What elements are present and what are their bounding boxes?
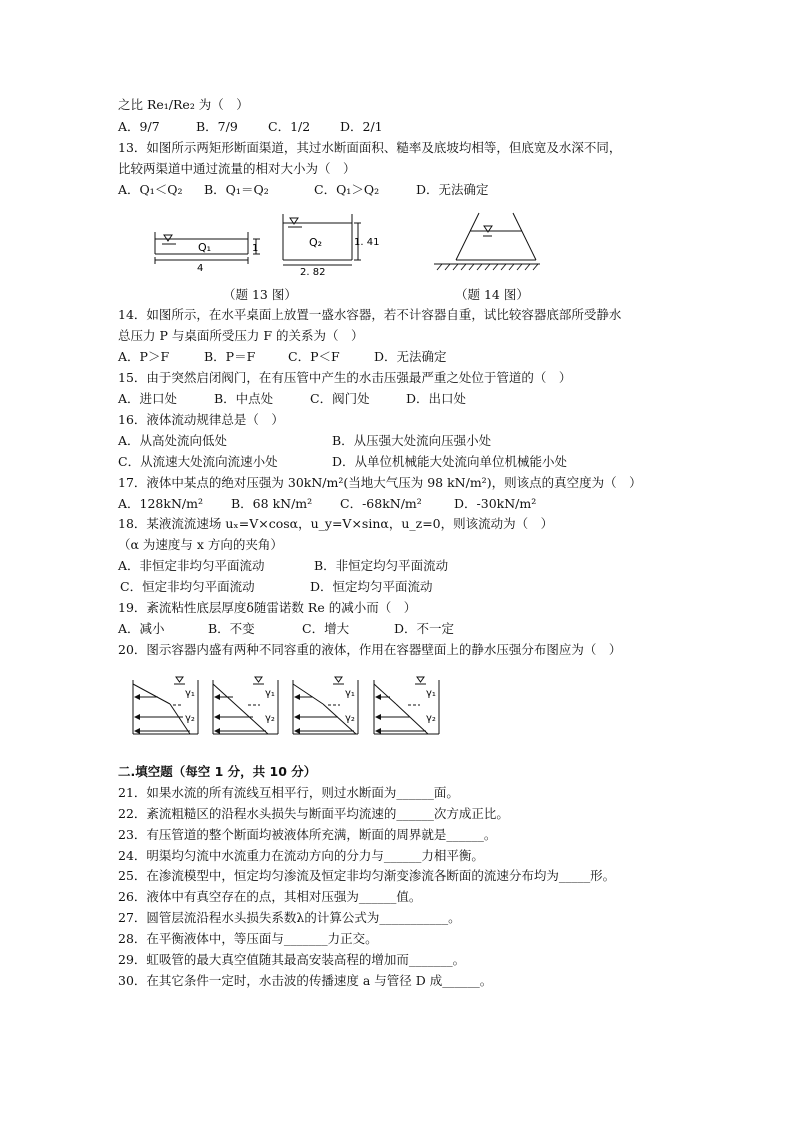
q16-option-d: D．从单位机械能大处流向单位机械能小处 — [332, 454, 568, 469]
q13-option-c: C．Q₁＞Q₂ — [314, 182, 380, 197]
fig20-b-gamma1: γ₁ — [265, 688, 275, 699]
q14-option-c: C．P＜F — [288, 349, 340, 364]
q17-option-d: D．-30kN/m² — [454, 496, 537, 511]
fill-q30: 30．在其它条件一定时，水击波的传播速度 a 与管径 D 成______。 — [118, 973, 493, 988]
q12-option-a: A．9/7 — [118, 119, 160, 134]
q18-option-d: D．恒定均匀平面流动 — [310, 579, 433, 594]
q14-option-b: B．P＝F — [204, 349, 256, 364]
q13-option-b: B．Q₁＝Q₂ — [204, 182, 269, 197]
q18-note: （α 为速度与 x 方向的夹角） — [118, 537, 283, 552]
q17-stem: 17．液体中某点的绝对压强为 30kN/m²(当地大气压为 98 kN/m²)，则该点的真空度为（ ） — [118, 475, 642, 490]
q12-option-d: D．2/1 — [340, 119, 383, 134]
fig20-d-gamma1: γ₁ — [426, 688, 436, 699]
fig13-q1-label: Q₁ — [198, 241, 212, 254]
q13-stem-line2: 比较两渠道中通过流量的相对大小为（ ） — [118, 161, 356, 176]
figure-13-14 — [140, 208, 560, 278]
fig20-c-gamma1: γ₁ — [345, 688, 355, 699]
fig20-option-d-diagram — [374, 677, 439, 734]
q12-option-b: B．7/9 — [196, 119, 238, 134]
fill-q28: 28．在平衡液体中，等压面与_______力正交。 — [118, 931, 378, 946]
fig20-a-gamma1: γ₁ — [185, 688, 195, 699]
q17-option-a: A．128kN/m² — [118, 496, 203, 511]
figure-14-caption: （题 14 图） — [455, 287, 529, 302]
q19-option-c: C．增大 — [302, 621, 350, 636]
fig13-depth2-label: 1. 41 — [354, 237, 380, 248]
q19-option-b: B．不变 — [208, 621, 255, 636]
fig20-option-c-diagram — [293, 677, 358, 734]
fig13-q2-label: Q₂ — [309, 236, 323, 249]
fig20-option-b-diagram — [213, 677, 278, 734]
fill-q23: 23．有压管道的整个断面均被液体所充满，断面的周界就是______。 — [118, 827, 497, 842]
q18-option-b: B．非恒定均匀平面流动 — [314, 558, 449, 573]
fill-q21: 21．如果水流的所有流线互相平行，则过水断面为______面。 — [118, 785, 459, 800]
fill-q29: 29．虹吸管的最大真空值随其最高安装高程的增加而_______。 — [118, 952, 466, 967]
fig13-width1-label: 4 — [197, 263, 204, 274]
fig20-b-gamma2: γ₂ — [265, 713, 275, 724]
q14-stem-line1: 14．如图所示，在水平桌面上放置一盛水容器，若不计容器自重，试比较容器底部所受静水 — [118, 307, 622, 322]
fill-q27: 27．圆管层流沿程水头损失系数λ的计算公式为___________。 — [118, 910, 461, 925]
section-heading-fill-in: 二.填空题（每空 1 分，共 10 分） — [118, 764, 317, 779]
fill-q25: 25．在渗流模型中，恒定均匀渗流及恒定非均匀渐变渗流各断面的流速分布均为_____形。 — [118, 868, 616, 883]
q15-stem: 15．由于突然启闭阀门，在有压管中产生的水击压强最严重之处位于管道的（ ） — [118, 370, 572, 385]
q16-option-c: C．从流速大处流向流速小处 — [118, 454, 278, 469]
fig13-width2-label: 2. 82 — [300, 267, 326, 278]
q19-option-d: D．不一定 — [394, 621, 455, 636]
fill-q24: 24．明渠均匀流中水流重力在流动方向的分力与______力相平衡。 — [118, 848, 484, 863]
q18-option-c: C．恒定非均匀平面流动 — [120, 579, 255, 594]
q13-option-d: D．无法确定 — [416, 182, 489, 197]
q16-option-a: A．从高处流向低处 — [118, 433, 228, 448]
q19-option-a: A．减小 — [118, 621, 165, 636]
q15-option-b: B．中点处 — [214, 391, 274, 406]
fig13-depth1-label: 1 — [252, 243, 259, 254]
container-fig14-diagram — [434, 213, 540, 270]
q15-option-d: D．出口处 — [406, 391, 467, 406]
figure-20 — [128, 672, 458, 738]
q18-option-a: A．非恒定非均匀平面流动 — [118, 558, 265, 573]
q15-option-c: C．阀门处 — [310, 391, 370, 406]
q20-stem: 20．图示容器内盛有两种不同容重的液体，作用在容器壁面上的静水压强分布图应为（ ） — [118, 642, 622, 657]
q12-tail: 之比 Re₁/Re₂ 为（ ） — [118, 97, 249, 112]
q13-option-a: A．Q₁＜Q₂ — [118, 182, 183, 197]
fig20-option-a-diagram — [133, 677, 198, 734]
q14-stem-line2: 总压力 P 与桌面所受压力 F 的关系为（ ） — [118, 328, 364, 343]
q14-option-d: D．无法确定 — [374, 349, 447, 364]
q12-option-c: C．1/2 — [268, 119, 311, 134]
fill-q26: 26．液体中有真空存在的点，其相对压强为______值。 — [118, 889, 422, 904]
figure-13-caption: （题 13 图） — [223, 287, 297, 302]
q17-option-b: B．68 kN/m² — [231, 496, 313, 511]
q16-option-b: B．从压强大处流向压强小处 — [332, 433, 492, 448]
q15-option-a: A．进口处 — [118, 391, 178, 406]
fig20-c-gamma2: γ₂ — [345, 713, 355, 724]
q17-option-c: C．-68kN/m² — [340, 496, 422, 511]
q16-stem: 16．液体流动规律总是（ ） — [118, 412, 284, 427]
fig20-a-gamma2: γ₂ — [185, 713, 195, 724]
q14-option-a: A．P＞F — [118, 349, 170, 364]
q19-stem: 19．紊流粘性底层厚度δ随雷诺数 Re 的减小而（ ） — [118, 600, 417, 615]
q13-stem-line1: 13．如图所示两矩形断面渠道，其过水断面面积、糙率及底坡均相等，但底宽及水深不同， — [118, 140, 622, 155]
fig20-d-gamma2: γ₂ — [426, 713, 436, 724]
fill-q22: 22．紊流粗糙区的沿程水头损失与断面平均流速的______次方成正比。 — [118, 806, 509, 821]
q18-stem: 18．某液流流速场 uₓ=V×cosα，u_y=V×sinα，u_z=0，则该流动为（ ） — [118, 516, 554, 531]
